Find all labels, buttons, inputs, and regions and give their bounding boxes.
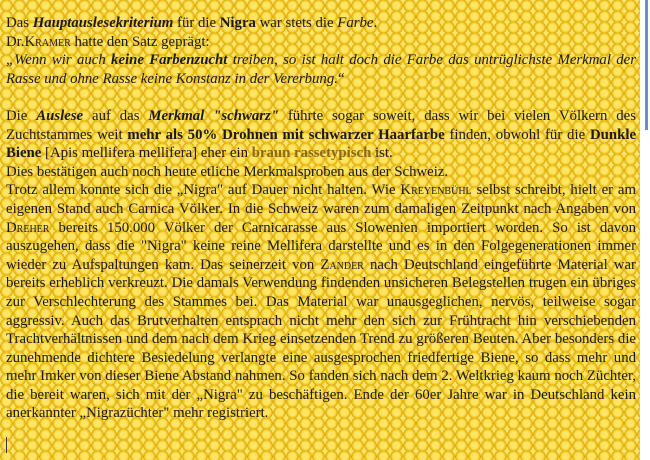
term-auslese: Auslese	[36, 107, 84, 124]
text-run: auf das	[83, 107, 149, 124]
text-run: hatte den Satz geprägt:	[70, 33, 210, 50]
text-run: Das	[6, 15, 33, 31]
paragraph-selection-criterion	[6, 14, 636, 33]
quote-text: „Wenn wir auch	[6, 52, 112, 69]
scroll-marker	[645, 0, 648, 130]
quote-text: treiben, so ist halt doch die Farbe das untrüglichste Merkmal der Rasse und ohne Rasse keine Konstanz in der Vererbung.	[6, 52, 636, 87]
author-kramer: Kramer	[24, 33, 71, 50]
term-farbe: Farbe	[337, 15, 374, 31]
text-run: Dr.	[6, 33, 25, 50]
term-drohnen: mehr als 50% Drohnen mit schwarzer Haarfarbe	[127, 126, 445, 143]
text-cursor[interactable]	[6, 437, 7, 453]
term-hauptauslesekriterium: Hauptauslesekriterium	[32, 15, 174, 31]
text-run: ist.	[371, 145, 393, 162]
quote-emphasis: keine Farbenzucht	[111, 52, 228, 69]
author-kreyenbuehl: Kreyenbühl	[400, 182, 472, 199]
text-run: nach Deutschland eingeführte Material war bereits erheblich verkreuzt. Die damals Verwendung findenden unsicheren Belegstellen trugen ein übriges zur Verschlechterung des Stammes bei. Das Material war unausgeglichen, nervös, teilweise sogar aggressiv. Auch das Brutverhalten entsprach nicht mehr den sich zur Frühtracht hin verschiebenden Trachtverhältnissen und dem nach dem Krieg einsetzenden Trend zu größeren Beuten. Aber besonders die zunehmende dichtere Besiedelung verlangte eine ausgesprochen friedfertige Biene, so dass mehr und mehr Imker von dieser Biene Abstand nahmen. So fanden sich nach dem 2. Weltkrieg kaum noch Züchter, die bereit waren, sich mit der „Nigra" zu beschäftigen. Ende der 60er Jahre war in Deutschland kein anerkannter „Nigrazüchter" mehr registriert.	[6, 256, 636, 422]
paragraph-nigra-history	[6, 181, 636, 423]
text-run: Trotz allem konnte sich die „Nigra" auf Dauer nicht halten. Wie	[6, 182, 401, 199]
paragraph-schweiz: Dies bestätigen auch noch heute etliche Merkmalsproben aus der Schweiz.	[6, 163, 449, 180]
term-merkmal-schwarz: Merkmal "schwarz"	[148, 107, 279, 124]
text-run: [Apis mellifera mellifera] eher ein	[41, 145, 252, 162]
term-braun-rassetypisch: braun rassetypisch	[251, 145, 372, 162]
text-run: bereits 150.000 Völker der Carnicarasse aus Slowenien importiert worden. So ist davon auszugehen, dass die "Nigra" keine reine Mellifera darstellte und es in den Folgegenerationen immer wieder zu Aufspaltungen kam. Das seinerzeit von	[6, 219, 636, 273]
text-run: führte sogar soweit, dass wir bei vielen Völkern des Zuchtstammes weit	[6, 107, 636, 143]
text-run: war stets die	[255, 15, 338, 31]
text-run: Die	[6, 107, 37, 124]
document-text	[6, 14, 636, 423]
term-dunkle-biene: Dunkle Biene	[6, 126, 637, 162]
text-run: finden, obwohl für die	[444, 126, 590, 143]
author-dreher: Dreher	[6, 219, 50, 236]
quote-close-mark: “	[337, 70, 345, 87]
term-nigra: Nigra	[219, 15, 256, 31]
text-run: für die	[173, 15, 220, 31]
text-run: selbst schreibt, hielt er am eigenen Stand auch Carnica Völker. In die Schweiz waren zum damaligen Zeitpunkt nach Angaben von	[6, 182, 636, 217]
text-run: .	[373, 15, 378, 31]
paragraph-gap	[6, 88, 636, 107]
quote-kramer	[6, 51, 636, 88]
paragraph-kramer	[6, 33, 636, 52]
paragraph-auslese	[6, 107, 636, 163]
author-zander: Zander	[320, 256, 364, 273]
